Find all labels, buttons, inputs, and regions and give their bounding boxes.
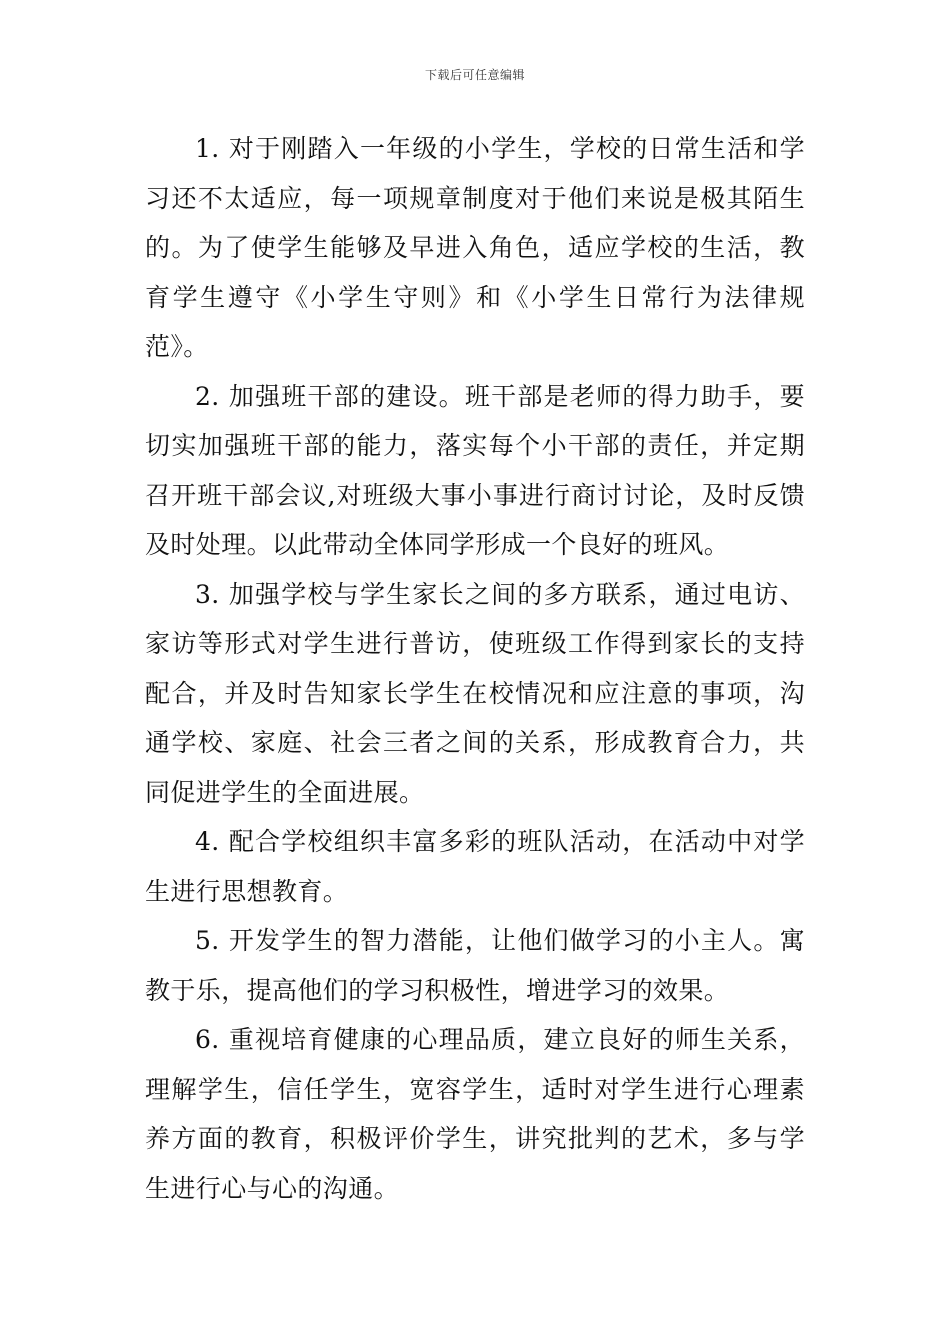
paragraph-6: 6. 重视培育健康的心理品质，建立良好的师生关系，理解学生，信任学生，宽容学生，适时对学生进行心理素养方面的教育，积极评价学生，讲究批判的艺术，多与学生进行心与心的沟通。 <box>145 1025 805 1203</box>
paragraph-2: 2. 加强班干部的建设。班干部是老师的得力助手，要切实加强班干部的能力，落实每个小干部的责任，并定期召开班干部会议,对班级大事小事进行商讨讨论，及时反馈及时处理。以此带动全体同学形成一个良好的班风。 <box>145 381 805 559</box>
header-note: 下载后可任意编辑 <box>424 68 525 82</box>
document-body <box>145 124 805 1213</box>
paragraph-5: 5. 开发学生的智力潜能，让他们做学习的小主人。寓教于乐，提高他们的学习积极性，增进学习的效果。 <box>145 926 805 1005</box>
paragraph-3: 3. 加强学校与学生家长之间的多方联系，通过电访、家访等形式对学生进行普访，使班级工作得到家长的支持配合，并及时告知家长学生在校情况和应注意的事项，沟通学校、家庭、社会三者之间的关系，形成教育合力，共同促进学生的全面进展。 <box>145 579 805 807</box>
paragraph-1: 1. 对于刚踏入一年级的小学生，学校的日常生活和学习还不太适应，每一项规章制度对于他们来说是极其陌生的。为了使学生能够及早进入角色，适应学校的生活，教育学生遵守《小学生守则》和《小学生日常行为法律规范》。 <box>145 134 805 361</box>
paragraph-4: 4. 配合学校组织丰富多彩的班队活动，在活动中对学生进行思想教育。 <box>145 827 805 906</box>
